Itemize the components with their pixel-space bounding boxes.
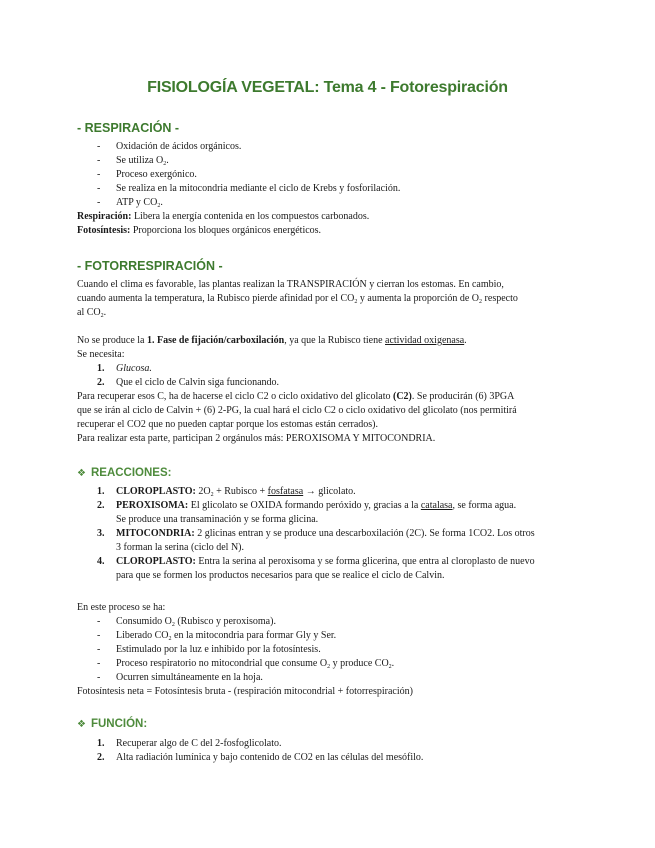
list-item: 1. Recuperar algo de C del 2-fosfoglicolato. [97,738,282,749]
paragraph-line: que se irán al ciclo de Calvin + (6) 2-PG, la cual hará el ciclo C2 o ciclo oxidativo del glicolato (nos permitirá [77,405,517,416]
list-item: - Estimulado por la luz e inhibido por la fotosíntesis. [97,644,321,655]
funcion-section [77,737,577,765]
list-item: - Se realiza en la mitocondria mediante el ciclo de Krebs y fosforilación. [97,183,401,194]
paragraph-line: Fotosíntesis neta = Fotosíntesis bruta - (respiración mitocondrial + fotorrespiración) [77,686,413,697]
list-item: - Liberado $CO_2$ en la mitocondria para formar Gly y Ser. [97,630,337,642]
paragraph-line: Cuando el clima es favorable, las plantas realizan la TRANSPIRACIÓN y cierran los estomas. En cambio, [77,279,504,290]
respiracion-section [77,140,577,238]
paragraph-line: Para realizar esta parte, participan 2 orgánulos más: PEROXISOMA Y MITOCONDRIA. [77,433,436,444]
list-item: - Proceso exergónico. [97,169,197,180]
paragraph-line: Se necesita: [77,349,125,360]
list-item: 2. Alta radiación lumínica y bajo contenido de CO2 en las células del mesófilo. [97,752,424,763]
definition-fotosintesis: Fotosíntesis: Proporciona los bloques orgánicos energéticos. [77,225,322,236]
diamond-bullet-icon: ❖ [77,719,86,730]
heading-reacciones: ❖ REACCIONES: [77,467,172,479]
list-item: - Ocurren simultáneamente en la hoja. [97,672,263,683]
reacciones-section [77,485,577,583]
list-item: - Consumido $O_2$ (Rubisco y peroxisoma). [97,616,276,628]
proceso-section [77,601,577,699]
heading-respiracion: - RESPIRACIÓN - [77,121,180,135]
definition-respiracion: Respiración: Libera la energía contenida en los compuestos carbonados. [77,211,370,222]
list-item: - ATP y $CO_2$. [97,197,163,209]
list-item: 4. CLOROPLASTO: Entra la serina al peroxisoma y se forma glicerina, que entra al cloroplasto de nuevo para que se formen los productos necesarios para que se realice el ciclo de Calvin. [97,556,535,581]
paragraph-line: cuando aumenta la temperatura, la Rubisco pierde afinidad por el $CO_2$ y aumenta la proporción de $O_2$ respecto [77,293,518,305]
heading-funcion: ❖ FUNCIÓN: [77,718,148,730]
list-item: 1. CLOROPLASTO: $2O_2$ + Rubisco + fosfatasa → glicolato. [97,486,356,498]
list-item: 3. MITOCONDRIA: 2 glicinas entran y se produce una descarboxilación (2C). Se forma 1CO2. Los otros 3 forman la serina (ciclo del N). [97,528,535,553]
list-item: 1. Glucosa. [97,363,152,374]
paragraph-line: No se produce la 1. Fase de fijación/carboxilación, ya que la Rubisco tiene actividad oxigenasa. [77,335,467,346]
page-title: FISIOLOGÍA VEGETAL: Tema 4 - Fotorespiración [147,79,508,96]
fotorrespiracion-section [77,278,577,446]
list-item: 2. PEROXISOMA: El glicolato se OXIDA formando peróxido y, gracias a la catalasa, se forma agua. Se produce una transaminación y se forma glicina. [97,500,517,525]
heading-fotorrespiracion: - FOTORRESPIRACIÓN - [77,259,223,273]
paragraph-line: recuperar el CO2 que no pueden captar porque los estomas están cerrados). [77,419,378,430]
list-item: 2. Que el ciclo de Calvin siga funcionando. [97,377,280,388]
list-item: - Oxidación de ácidos orgánicos. [97,141,242,152]
list-item: - Proceso respiratorio no mitocondrial que consume $O_2$ y produce $CO_2$. [97,658,395,670]
paragraph-line: al $CO_2$. [77,307,107,319]
paragraph-line: Para recuperar esos C, ha de hacerse el ciclo C2 o ciclo oxidativo del glicolato (C2). Se producirán (6) 3PGA [77,391,515,402]
diamond-bullet-icon: ❖ [77,468,86,479]
list-item: - Se utiliza $O_2$. [97,155,169,167]
paragraph-line: En este proceso se ha: [77,602,166,613]
